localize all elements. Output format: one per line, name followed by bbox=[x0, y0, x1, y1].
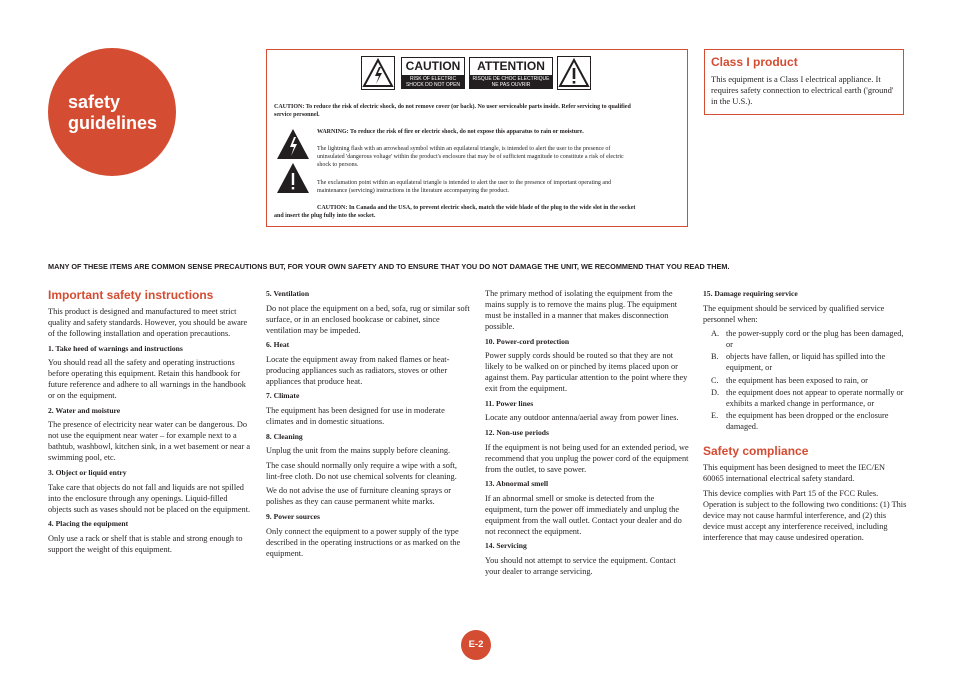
column-3 bbox=[485, 288, 689, 581]
attention-label-sub bbox=[470, 76, 552, 88]
warning-statement: WARNING: To reduce the risk of fire or electric shock, do not expose this apparatus to rain or moisture. bbox=[317, 129, 584, 135]
lightning-triangle-icon bbox=[276, 128, 310, 160]
list-text: the equipment has been dropped or the enclosure damaged. bbox=[726, 410, 889, 431]
important-safety-title: Important safety instructions bbox=[48, 288, 214, 302]
heading-10: 10. Power-cord protection bbox=[485, 336, 570, 346]
heading-11: 11. Power lines bbox=[485, 398, 534, 408]
page-number-badge: E-2 bbox=[461, 630, 491, 660]
page-title-line2: guidelines bbox=[68, 113, 158, 133]
paragraph-13: If an abnormal smell or smoke is detected from the equipment, turn the power off immediately and unplug the equipment from the wall outlet. Contact your dealer and do not reconnect the equipment. bbox=[485, 493, 682, 536]
lightning-line2: uninsulated 'dangerous voltage' within the product's enclosure that may be of sufficient magnitude to constitute a risk of electric bbox=[317, 154, 624, 160]
exclamation-description bbox=[317, 179, 687, 195]
exclamation-line1: The exclamation point within an equilateral triangle is intended to alert the user to the presence of important operating and bbox=[317, 180, 612, 186]
exclamation-triangle-icon bbox=[276, 162, 310, 194]
heading-1: 1. Take heed of warnings and instructions bbox=[48, 343, 183, 353]
list-item bbox=[703, 410, 907, 432]
lightning-description bbox=[317, 145, 687, 169]
caution-statement bbox=[274, 103, 684, 119]
title-circle bbox=[48, 48, 176, 176]
paragraph-4: Only use a rack or shelf that is stable and strong enough to support the weight of this equipment. bbox=[48, 533, 243, 554]
heading-8: 8. Cleaning bbox=[266, 431, 303, 441]
heading-3: 3. Object or liquid entry bbox=[48, 467, 127, 477]
paragraph-15: The equipment should be serviced by qualified service personnel when: bbox=[703, 303, 885, 324]
class-i-product-box bbox=[704, 49, 904, 115]
caution-label bbox=[401, 57, 465, 89]
page-title-line1: safety bbox=[68, 92, 121, 112]
caution-statement-line2: service personnel. bbox=[274, 112, 320, 118]
paragraph-9: Only connect the equipment to a power supply of the type described in the operating instructions or as marked on the equipment. bbox=[266, 526, 461, 558]
column-2 bbox=[266, 288, 470, 562]
attention-label-title: ATTENTION bbox=[470, 58, 552, 75]
list-letter: D. bbox=[711, 387, 720, 397]
caution-label-sub bbox=[402, 76, 464, 88]
attention-sub-line2: NE PAS OUVRIR bbox=[491, 82, 531, 88]
column-1 bbox=[48, 288, 252, 558]
paragraph-11: Locate any outdoor antenna/aerial away from power lines. bbox=[485, 413, 679, 423]
heading-7: 7. Climate bbox=[266, 391, 300, 401]
list-item bbox=[703, 351, 907, 373]
heading-15: 15. Damage requiring service bbox=[703, 289, 798, 298]
caution-sub-line2: SHOCK DO NOT OPEN bbox=[405, 82, 461, 88]
warning-panel bbox=[266, 49, 688, 227]
list-text: the power-supply cord or the plug has been damaged, or bbox=[726, 329, 904, 350]
paragraph-8b: The case should normally only require a wipe with a soft, lint-free cloth. Do not use chemical solvents for cleaning. bbox=[266, 460, 458, 481]
page-title bbox=[68, 92, 168, 134]
exclamation-warning-icon bbox=[557, 56, 591, 90]
safety-intro-text: This product is designed and manufactured to meet strict quality and safety standards. However, you should be aware of the following installation and operation precautions. bbox=[48, 307, 248, 338]
paragraph-8a: Unplug the unit from the mains supply before cleaning. bbox=[266, 446, 451, 456]
compliance-paragraph-2: This device complies with Part 15 of the FCC Rules. Operation is subject to the following two conditions: (1) This device may not cause harmful interference, and (2) this device must accept any interference received, including interference that may cause undesired operation. bbox=[703, 488, 907, 542]
lightning-line1: The lightning flash with an arrowhead symbol within an equilateral triangle, is intended to alert the user to the presence of bbox=[317, 146, 611, 152]
paragraph-14: You should not attempt to service the equipment. Contact your dealer to arrange servicing. bbox=[485, 555, 676, 576]
paragraph-6: Locate the equipment away from naked flames or heat-producing appliances such as radiators, stoves or other appliances that produce heat. bbox=[266, 354, 450, 386]
paragraph-3: Take care that objects do not fall and liquids are not spilled into the enclosure through any openings. Liquid-filled objects such as vases should not be placed on the equipment. bbox=[48, 482, 251, 514]
paragraph-9b: The primary method of isolating the equipment from the mains supply is to remove the mains plug. The equipment must be installed in a manner that makes disconnection possible. bbox=[485, 289, 678, 331]
list-letter: B. bbox=[711, 352, 719, 362]
attention-label bbox=[469, 57, 553, 89]
list-letter: E. bbox=[711, 410, 719, 420]
canada-caution bbox=[274, 204, 686, 220]
list-item bbox=[703, 375, 907, 386]
heading-14: 14. Servicing bbox=[485, 541, 527, 551]
safety-compliance-title: Safety compliance bbox=[703, 443, 809, 458]
heading-5: 5. Ventilation bbox=[266, 289, 310, 298]
list-text: the equipment has been exposed to rain, or bbox=[726, 375, 868, 385]
paragraph-2: The presence of electricity near water can be dangerous. Do not use the equipment near water – for example next to a bathtub, washbowl, kitchen sink, in a wet basement or near a swimming pool, etc. bbox=[48, 420, 251, 463]
heading-13: 13. Abnormal smell bbox=[485, 479, 549, 489]
list-letter: A. bbox=[711, 329, 720, 339]
paragraph-12: If the equipment is not being used for an extended period, we recommend that you unplug the power cord of the equipment from the outlet, to save power. bbox=[485, 442, 689, 474]
canada-line1: CAUTION: In Canada and the USA, to prevent electric shock, match the wide blade of the plug to the wide slot in the socket bbox=[317, 205, 636, 211]
list-text: objects have fallen, or liquid has spilled into the equipment, or bbox=[726, 352, 886, 373]
canada-line2: and insert the plug fully into the socket. bbox=[274, 213, 376, 219]
service-conditions-list bbox=[703, 328, 907, 432]
attention-sub-line1: RISQUE DE CHOC ELECTRIQUE bbox=[472, 76, 550, 82]
heading-6: 6. Heat bbox=[266, 340, 290, 350]
list-text: the equipment does not appear to operate normally or exhibits a marked change in performance, or bbox=[726, 387, 904, 408]
lightning-line3: shock to persons. bbox=[317, 162, 359, 168]
class-i-text: This equipment is a Class I electrical appliance. It requires safety connection to electrical earth ('ground' in the U.S.). bbox=[711, 74, 894, 106]
class-i-title: Class I product bbox=[711, 55, 798, 69]
list-item bbox=[703, 387, 907, 409]
compliance-paragraph-1: This equipment has been designed to meet the IEC/EN 60065 international electrical safety standard. bbox=[703, 462, 886, 483]
paragraph-8c: We do not advise the use of furniture cleaning sprays or polishes as they can cause permanent white marks. bbox=[266, 486, 452, 507]
column-4 bbox=[703, 288, 907, 546]
heading-4: 4. Placing the equipment bbox=[48, 519, 129, 529]
list-item bbox=[703, 328, 907, 350]
lightning-warning-icon bbox=[361, 56, 395, 90]
paragraph-10: Power supply cords should be routed so that they are not likely to be walked on or pinched by items placed upon or against them. Pay particular attention to the point where they exit from the equipment. bbox=[485, 351, 688, 394]
exclamation-line2: maintenance (servicing) instructions in the literature accompanying the product. bbox=[317, 188, 510, 194]
paragraph-1: You should read all the safety and operating instructions before operating this equipment. Retain this handbook for future reference and adhere to all warnings in the handbook or on the equipment. bbox=[48, 358, 246, 401]
caution-statement-line1: CAUTION: To reduce the risk of electric shock, do not remove cover (or back). No user serviceable parts inside. Refer servicing to qualified bbox=[274, 104, 631, 110]
intro-statement: MANY OF THESE ITEMS ARE COMMON SENSE PRECAUTIONS BUT, FOR YOUR OWN SAFETY AND TO ENSURE THAT YOU DO NOT DAMAGE THE UNIT, WE RECOMMEND THAT YOU READ THEM. bbox=[48, 262, 730, 271]
paragraph-7: The equipment has been designed for use in moderate climates and in domestic situations. bbox=[266, 405, 445, 426]
heading-9: 9. Power sources bbox=[266, 511, 320, 521]
paragraph-5: Do not place the equipment on a bed, sofa, rug or similar soft surface, or in an enclosed bookcase or cabinet, since ventilation may be impeded. bbox=[266, 303, 470, 335]
caution-label-title: CAUTION bbox=[402, 58, 464, 75]
caution-sub-line1: RISK OF ELECTRIC bbox=[409, 76, 457, 82]
list-letter: C. bbox=[711, 375, 719, 385]
heading-12: 12. Non-use periods bbox=[485, 427, 549, 437]
heading-2: 2. Water and moisture bbox=[48, 405, 121, 415]
